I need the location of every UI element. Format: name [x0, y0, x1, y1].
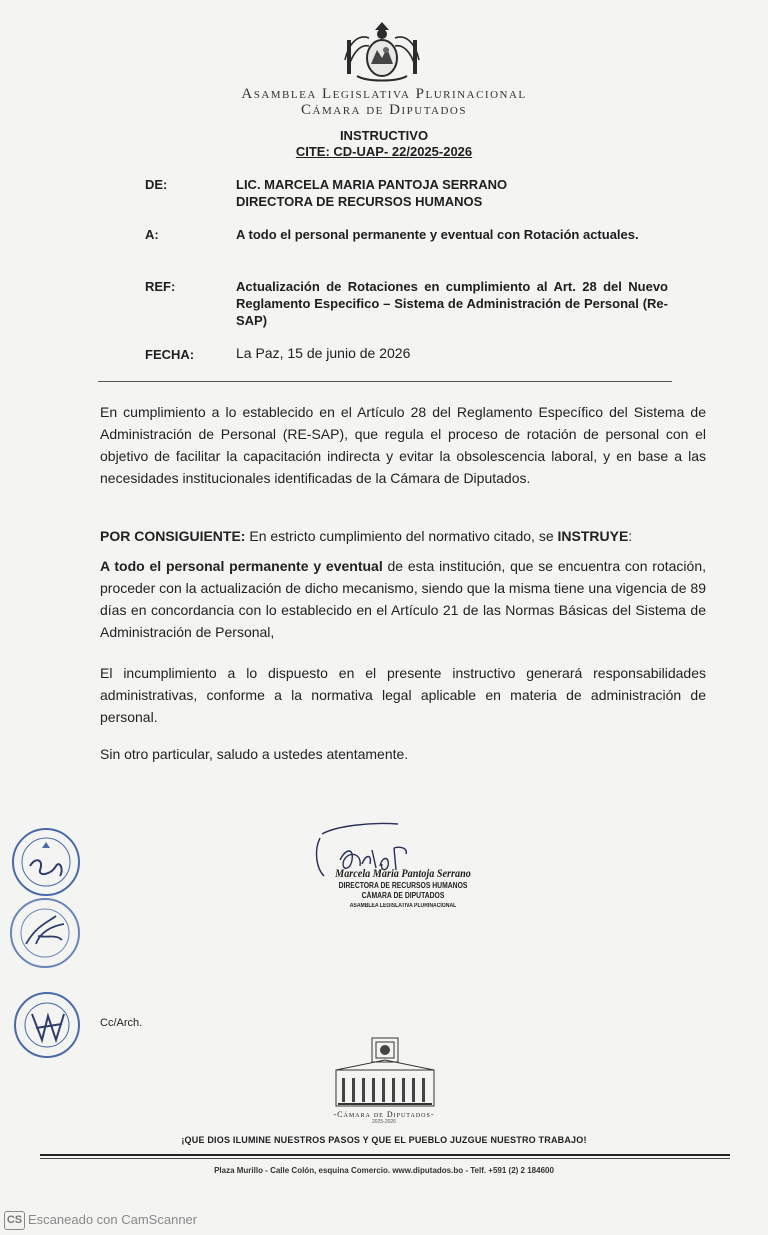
footer-motto: ¡QUE DIOS ILUMINE NUESTROS PASOS Y QUE EL PUEBLO JUZGUE NUESTRO TRABAJO!: [181, 1135, 587, 1145]
instruction-text: de esta institución, que se encuentra con rotación, proceder con la actualización de dicho mecanismo, siendo que la misma tiene una vigencia de 89 días en concordancia con lo establecido en el Artículo 21 de las Normas Básicas del Sistema de Administración de Personal,: [100, 558, 706, 640]
from-name: LIC. MARCELA MARIA PANTOJA SERRANO: [236, 177, 508, 192]
document-cite: CITE: CD-UAP- 22/2025-2026: [295, 144, 473, 159]
chamber-name: Cámara de Diputados: [301, 102, 467, 118]
ref-label: REF:: [145, 279, 176, 294]
therefore-label: POR CONSIGUIENTE:: [100, 528, 246, 544]
institution-name: Asamblea Legislativa Plurinacional: [241, 86, 527, 102]
from-label: DE:: [145, 177, 168, 192]
to-value: A todo el personal permanente y eventual con Rotación actuales.: [236, 227, 639, 242]
footer-years: 2025-2026: [372, 1119, 396, 1125]
initials-stamp-icon: [8, 896, 82, 970]
ref-value: Actualización de Rotaciones en cumplimiento al Art. 28 del Nuevo Reglamento Especifico – Sistema de Administración de Personal (Re-SAP): [236, 279, 668, 328]
to-label: A:: [145, 227, 159, 242]
signer-chamber: CÁMARA DE DIPUTADOS: [361, 891, 445, 900]
signature-block: [318, 866, 488, 911]
approval-stamp-icon: [12, 988, 82, 1062]
paragraph-noncompliance: El incumplimiento a lo dispuesto en el presente instructivo generará responsabilidades administrativas, conforme a la normativa legal aplicable en materia de administración de personal.: [100, 665, 706, 725]
paragraph-intro: En cumplimiento a lo establecido en el Artículo 28 del Reglamento Específico del Sistema de Administración de Personal (RE-SAP), que regula el proceso de rotación de personal con el objetivo de facilitar la capacitación indirecta y evitar la obsolescencia laboral, y en base a las necesidades institucionales identificadas de la Cámara de Diputados.: [100, 404, 706, 486]
camscanner-logo-icon: CS: [4, 1211, 25, 1230]
copy-to: Cc/Arch.: [100, 1017, 143, 1029]
legislative-palace-icon: [330, 1034, 440, 1110]
paragraph-closing: Sin otro particular, saludo a ustedes atentamente.: [100, 746, 409, 762]
date-value: La Paz, 15 de junio de 2026: [236, 345, 411, 361]
signer-assembly: ASAMBLEA LEGISLATIVA PLURINACIONAL: [349, 903, 457, 909]
footer-divider-thick: [40, 1154, 730, 1156]
from-title: DIRECTORA DE RECURSOS HUMANOS: [236, 194, 483, 209]
signer-name: Marcela Maria Pantoja Serrano: [335, 866, 471, 880]
document-type: INSTRUCTIVO: [339, 128, 429, 143]
official-stamp-icon: [10, 826, 82, 898]
camscanner-watermark: Escaneado con CamScanner: [28, 1212, 198, 1227]
paragraph-therefore: [100, 525, 706, 547]
coat-of-arms-icon: [339, 20, 425, 86]
instructs-word: INSTRUYE: [557, 528, 629, 544]
therefore-end: :: [628, 528, 633, 544]
paragraph-instruction: [100, 555, 706, 643]
footer-chamber-name: -Cámara de Diputados-: [333, 1110, 435, 1119]
therefore-text: En estricto cumplimiento del normativo citado, se: [245, 528, 558, 544]
footer-divider-thin: [40, 1158, 730, 1159]
date-label: FECHA:: [145, 347, 195, 362]
instruction-recipients: A todo el personal permanente y eventual: [100, 558, 383, 574]
header-divider: [98, 381, 672, 382]
footer-address: Plaza Murillo - Calle Colón, esquina Comercio. www.diputados.bo - Telf. +591 (2) 2 184600: [214, 1166, 554, 1175]
signer-title: DIRECTORA DE RECURSOS HUMANOS: [338, 881, 468, 890]
